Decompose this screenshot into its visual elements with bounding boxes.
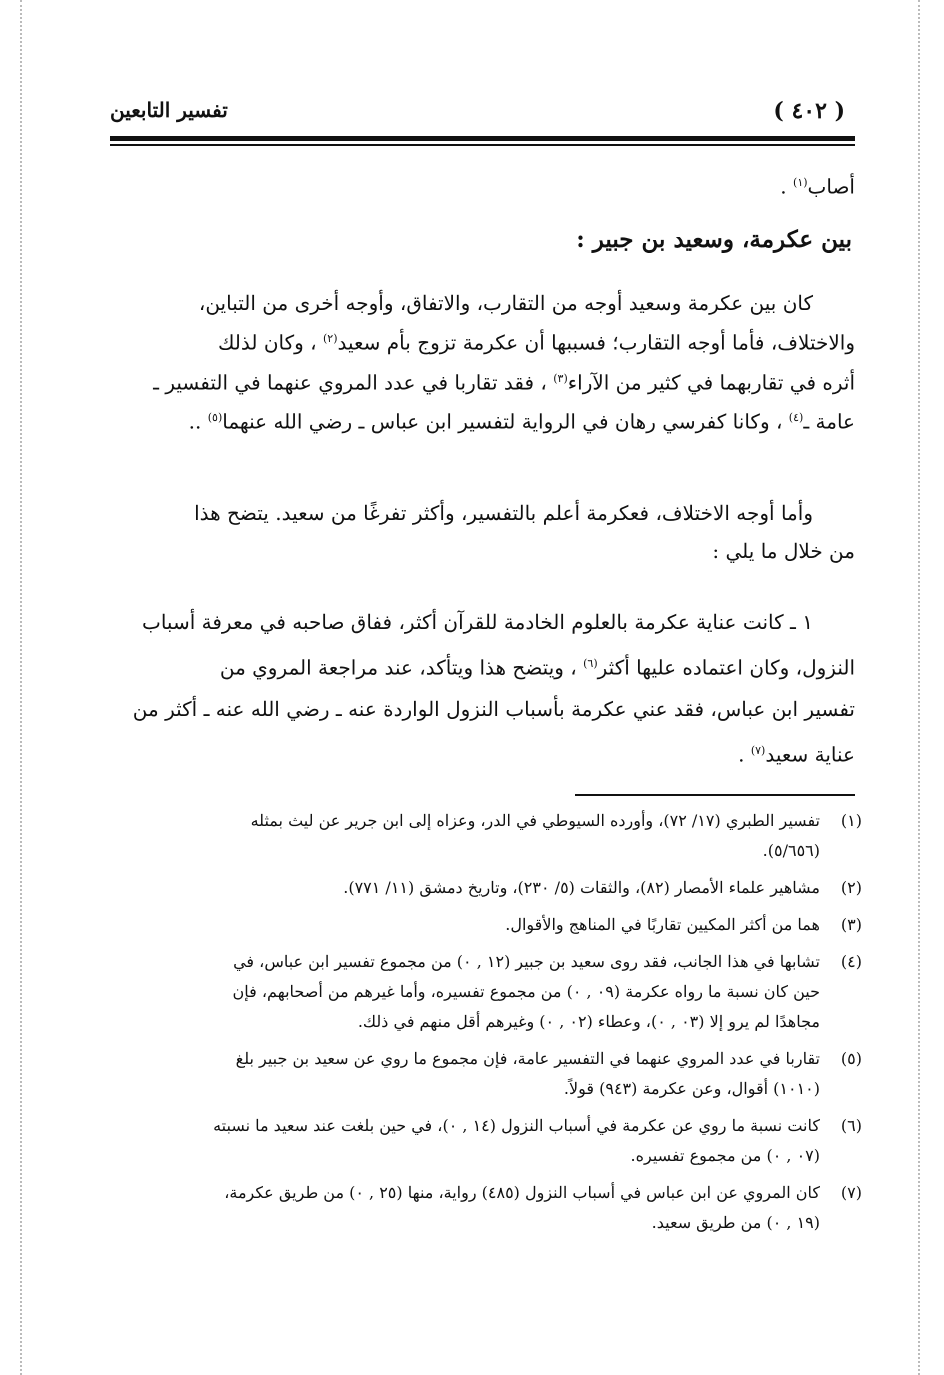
footnote-item: (٤) تشابها في هذا الجانب، فقد روى سعيد بن جبير (١٢ , ٠) من مجموع تفسير ابن عباس، في حين كان نسبة ما رواه عكرمة (٠٩ , ٠) من مجموع تفسيره، وأما غيرهم من أصحابهم، فإن مجاهدًا لم يرو إلا (٠٣ , ٠)، وعطاء (٠٢ , ٠) وغيرهم أقل منهم في ذلك.	[110, 947, 862, 1037]
footnote-ref: (٥)	[207, 411, 223, 425]
paragraph-2	[115, 494, 855, 570]
footnote-item: (٥) تقاربا في عدد المروي عنهما في التفسير عامة، فإن مجموع ما روي عن سعيد بن جبير بلغ (١٠١٠) أقوال، وعن عكرمة (٩٤٣) قولاً.	[110, 1044, 862, 1104]
footnote-item: (٦) كانت نسبة ما روي عن عكرمة في أسباب النزول (١٤ , ٠)، في حين بلغت عند سعيد ما نسبته (٠٧ , ٠) من مجموع تفسيره.	[110, 1111, 862, 1171]
paragraph-line: تفسير ابن عباس، فقد عني عكرمة بأسباب النزول الواردة عنه ـ رضي الله عنه ـ أكثر من	[132, 696, 855, 721]
footnote-item: (١) تفسير الطبري (١٧/ ٧٢)، وأورده السيوطي في الدر، وعزاه إلى ابن جرير عن ليث بمثله (٥/٦٥٦).	[110, 806, 862, 866]
running-title: تفسير التابعين	[110, 98, 228, 122]
paragraph-1	[115, 285, 855, 440]
paragraph-line: من خلال ما يلي :	[712, 539, 855, 563]
paragraph-line: ١ ـ كانت عناية عكرمة بالعلوم الخادمة للقرآن أكثر، ففاق صاحبه في معرفة أسباب	[142, 610, 813, 634]
intro-tail: .	[780, 174, 794, 199]
page-header	[110, 90, 845, 130]
paragraph-3	[115, 602, 855, 775]
footnote-number: (٤)	[840, 952, 862, 971]
section-heading: بين عكرمة، وسعيد بن جبير :	[576, 226, 852, 253]
page-number: ( ٤٠٢ )	[773, 98, 845, 124]
footnote-item: (٢) مشاهير علماء الأمصار (٨٢)، والثقات (٥/ ٢٣٠)، وتاريخ دمشق (١١/ ٧٧١).	[110, 873, 862, 903]
header-thin-rule	[110, 144, 855, 146]
paragraph-line: كان بين عكرمة وسعيد أوجه من التقارب، والاتفاق، وأوجه أخرى من التباين،	[198, 291, 813, 315]
paragraph-line: والاختلاف، فأما أوجه التقارب؛ فسببها أن عكرمة تزوج بأم سعيد$^{(٢)}$ ، وكان لذلك	[217, 330, 855, 355]
footnote-separator	[575, 794, 855, 796]
footnote-ref: (٢)	[322, 332, 338, 345]
paragraph-line: النزول، وكان اعتماده عليها أكثر$^{(٦)}$ ، ويتضح هذا ويتأكد، عند مراجعة المروي من	[219, 655, 855, 680]
right-dotted-border	[918, 0, 920, 1375]
intro-text: أصاب	[807, 174, 855, 199]
footnote-ref: (٤)	[788, 411, 804, 425]
left-dotted-border	[20, 0, 22, 1375]
header-thick-rule	[110, 136, 855, 141]
paragraph-line: وأما أوجه الاختلاف، فعكرمة أعلم بالتفسير، وأكثر تفرغًا من سعيد. يتضح هذا	[194, 501, 813, 525]
footnote-number: (٧)	[840, 1183, 862, 1202]
footnote-item: (٧) كان المروي عن ابن عباس في أسباب النزول (٤٨٥) رواية، منها (٢٥ , ٠) من طريق عكرمة، (١٩ , ٠) من طريق سعيد.	[110, 1178, 862, 1238]
footnote-number: (٣)	[840, 915, 862, 934]
paragraph-line: أثره في تقاربهما في كثير من الآراء$^{(٣)}$ ، فقد تقاربا في عدد المروي عنهما في التفسير ـ	[153, 370, 855, 395]
footnote-ref: (٧)	[750, 743, 766, 757]
footnotes	[110, 806, 862, 1245]
footnote-ref: (٦)	[583, 657, 598, 670]
footnote-number: (٦)	[840, 1116, 862, 1135]
paragraph-line: عناية سعيد$^{(٧)}$ .	[738, 742, 855, 767]
footnote-ref: (١)	[793, 176, 808, 189]
footnote-number: (٥)	[840, 1049, 862, 1068]
footnote-item: (٣) هما من أكثر المكيين تقاربًا في المناهج والأقوال.	[110, 910, 862, 940]
footnote-ref: (٣)	[553, 371, 568, 385]
footnote-number: (٢)	[840, 878, 862, 897]
intro-line	[115, 166, 855, 204]
paragraph-line: عامة ـ$^{(٤)}$ ، وكانا كفرسي رهان في الرواية لتفسير ابن عباس ـ رضي الله عنهما$^{(٥)}$ ..	[188, 409, 855, 434]
footnote-number: (١)	[840, 811, 862, 830]
